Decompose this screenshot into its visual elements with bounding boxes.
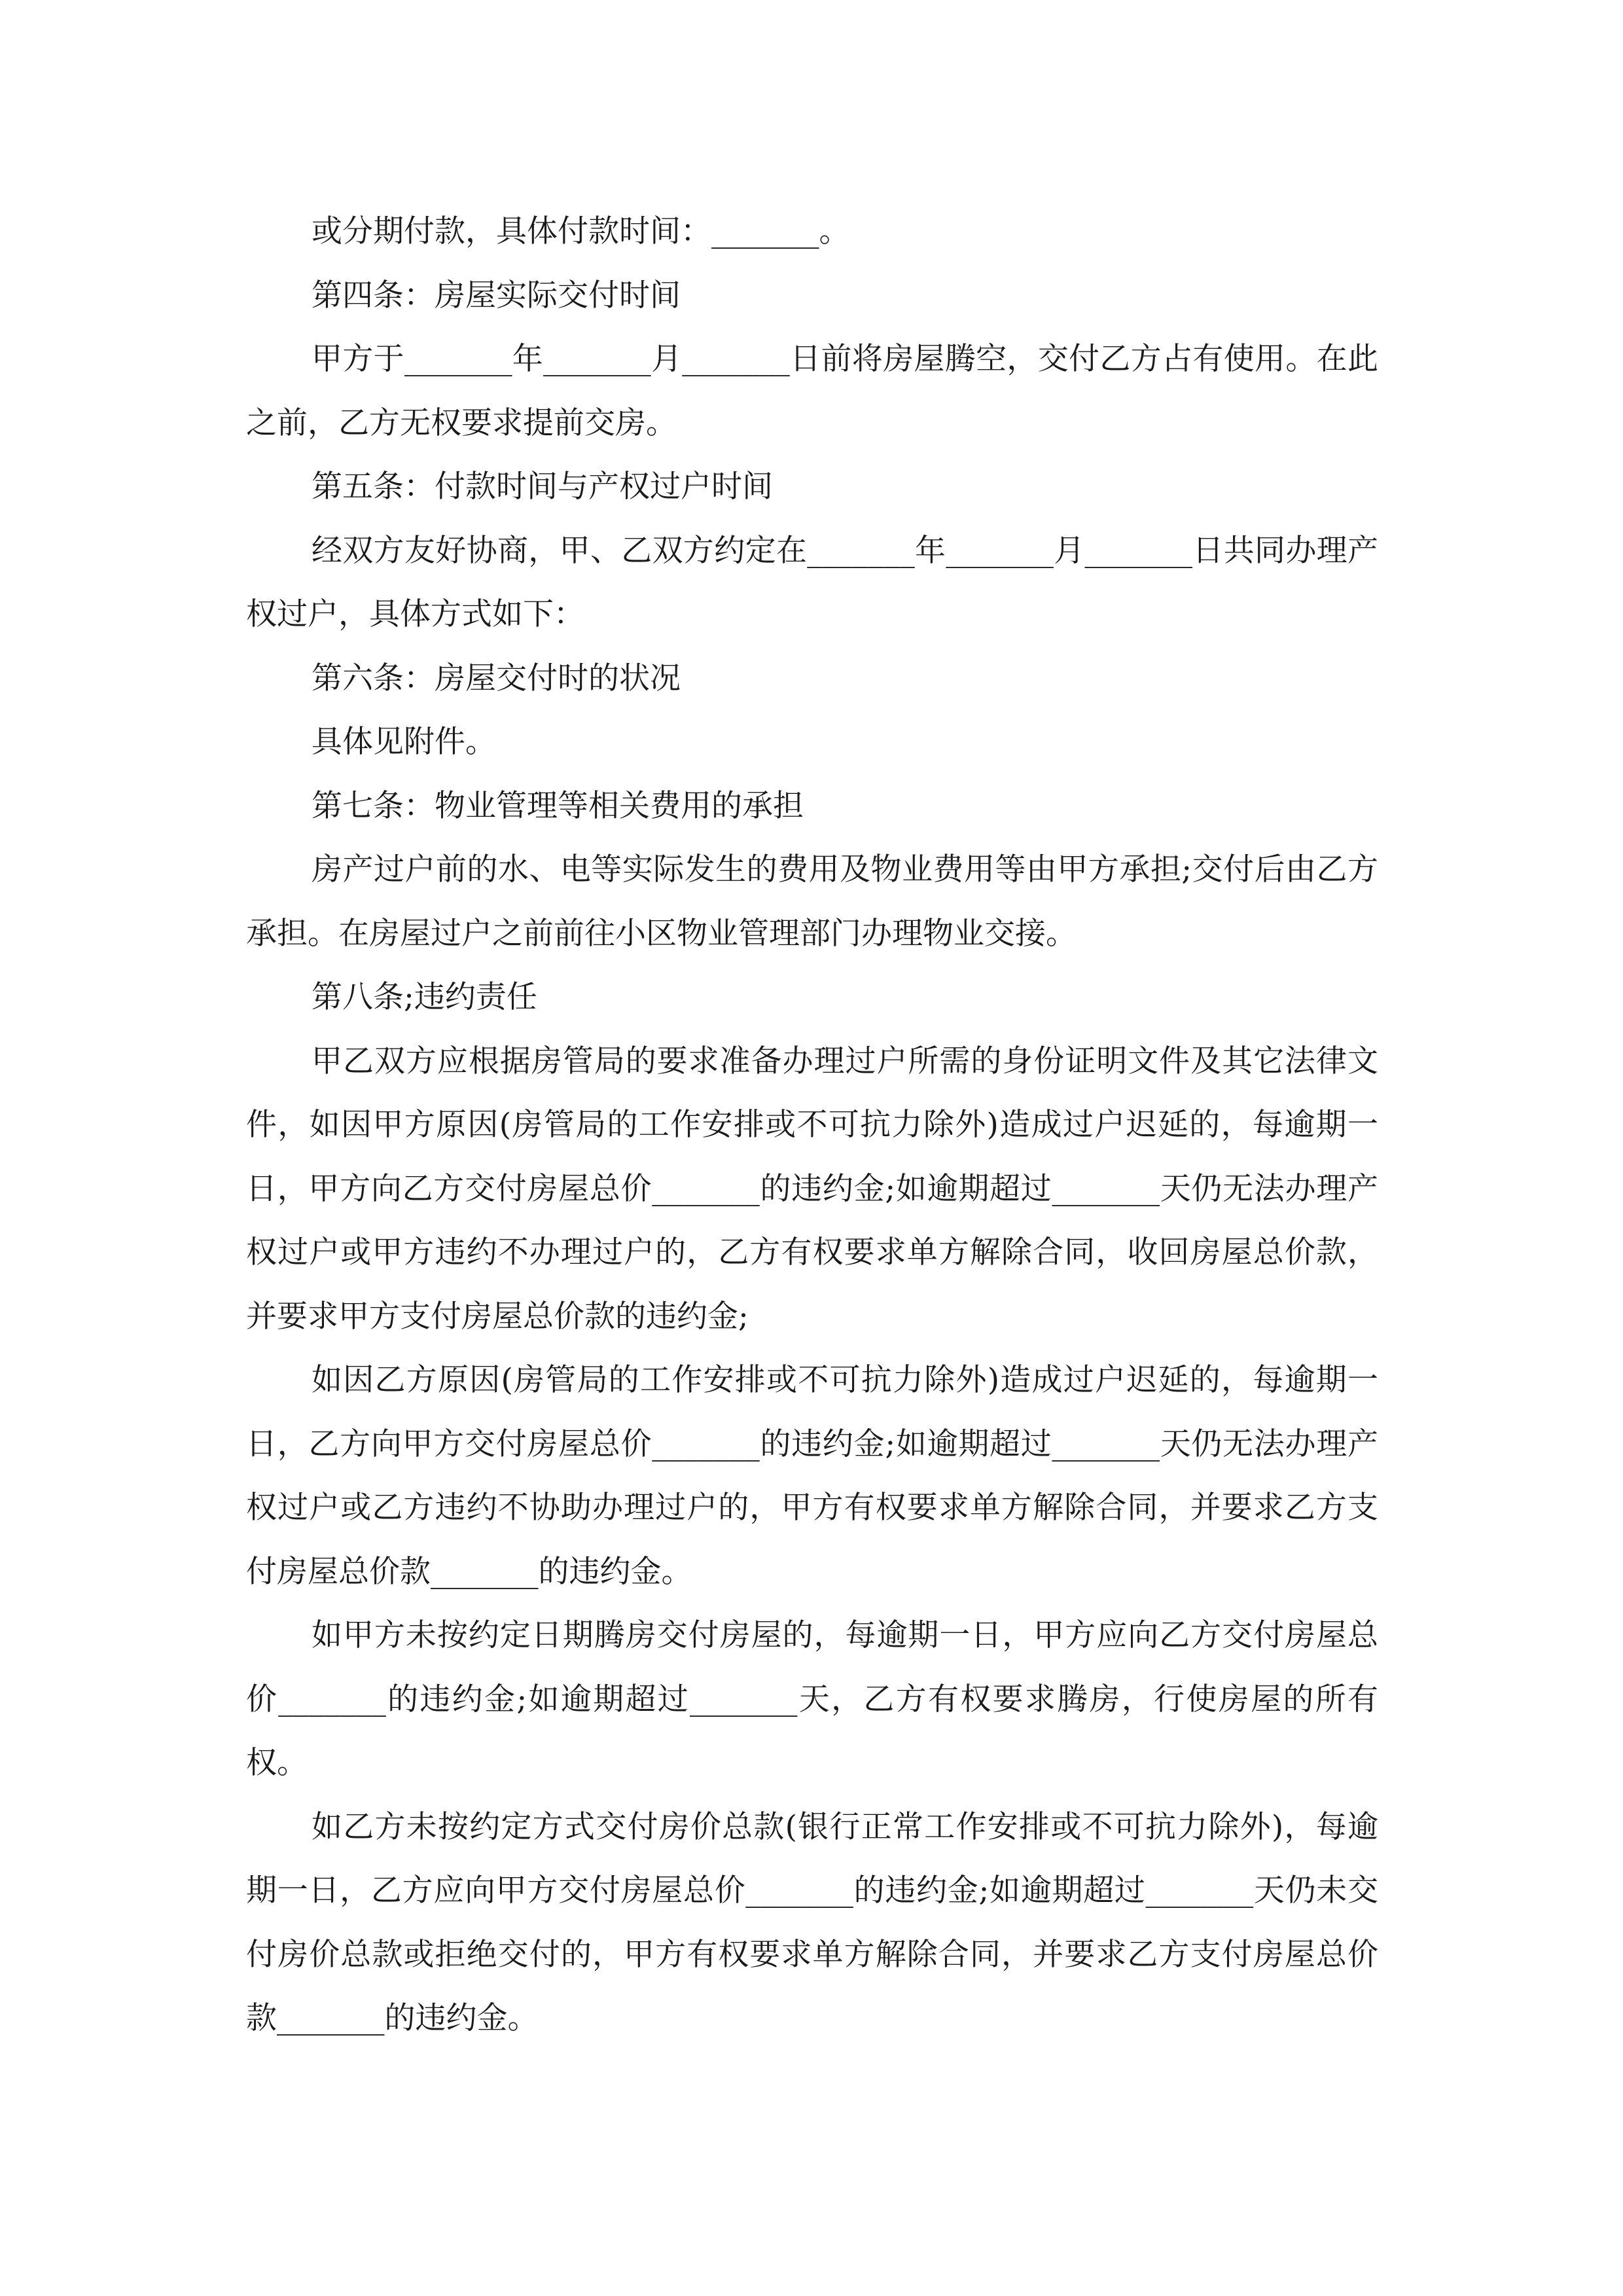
heading-article-4: 第四条：房屋实际交付时间 — [312, 277, 681, 314]
document-body — [246, 200, 1378, 2051]
paragraph-breach-party-b-transfer: 如因乙方原因(房管局的工作安排或不可抗力除外)造成过户迟延的，每逾期一日，乙方向甲方交付房屋总价_______的违约金;如逾期超过_______天仍无法办理产权过户或乙方违约不协助办理过户的，甲方有权要求单方解除合同，并要求乙方支付房屋总价款_______的违约金。 — [246, 1362, 1378, 1590]
paragraph-payment-installment: 或分期付款，具体付款时间：_______。 — [312, 213, 850, 249]
paragraph-fees: 房产过户前的水、电等实际发生的费用及物业费用等由甲方承担;交付后由乙方承担。在房屋过户之前前往小区物业管理部门办理物业交接。 — [246, 852, 1378, 952]
heading-article-7: 第七条：物业管理等相关费用的承担 — [312, 787, 804, 824]
paragraph-transfer-time: 经双方友好协商，甲、乙双方约定在_______年_______月_______日共同办理产权过户，具体方式如下： — [246, 532, 1378, 632]
paragraph-breach-party-a-transfer: 甲乙双方应根据房管局的要求准备办理过户所需的身份证明文件及其它法律文件，如因甲方原因(房管局的工作安排或不可抗力除外)造成过户迟延的，每逾期一日，甲方向乙方交付房屋总价_______的违约金;如逾期超过_______天仍无法办理产权过户或甲方违约不办理过户的，乙方有权要求单方解除合同，收回房屋总价款，并要求甲方支付房屋总价款的违约金; — [246, 1043, 1378, 1335]
heading-article-8: 第八条;违约责任 — [312, 979, 537, 1015]
heading-article-6: 第六条：房屋交付时的状况 — [312, 660, 681, 696]
paragraph-breach-party-a-delivery: 如甲方未按约定日期腾房交付房屋的，每逾期一日，甲方应向乙方交付房屋总价_______的违约金;如逾期超过_______天，乙方有权要求腾房，行使房屋的所有权。 — [246, 1617, 1378, 1781]
heading-article-5: 第五条：付款时间与产权过户时间 — [312, 469, 773, 505]
paragraph-see-attachment: 具体见附件。 — [312, 724, 496, 760]
paragraph-delivery-time: 甲方于_______年_______月_______日前将房屋腾空，交付乙方占有使用。在此之前，乙方无权要求提前交房。 — [246, 341, 1378, 441]
paragraph-breach-party-b-payment: 如乙方未按约定方式交付房价总款(银行正常工作安排或不可抗力除外)，每逾期一日，乙方应向甲方交付房屋总价_______的违约金;如逾期超过_______天仍未交付房价总款或拒绝交付的，甲方有权要求单方解除合同，并要求乙方支付房屋总价款_______的违约金。 — [246, 1808, 1378, 2036]
